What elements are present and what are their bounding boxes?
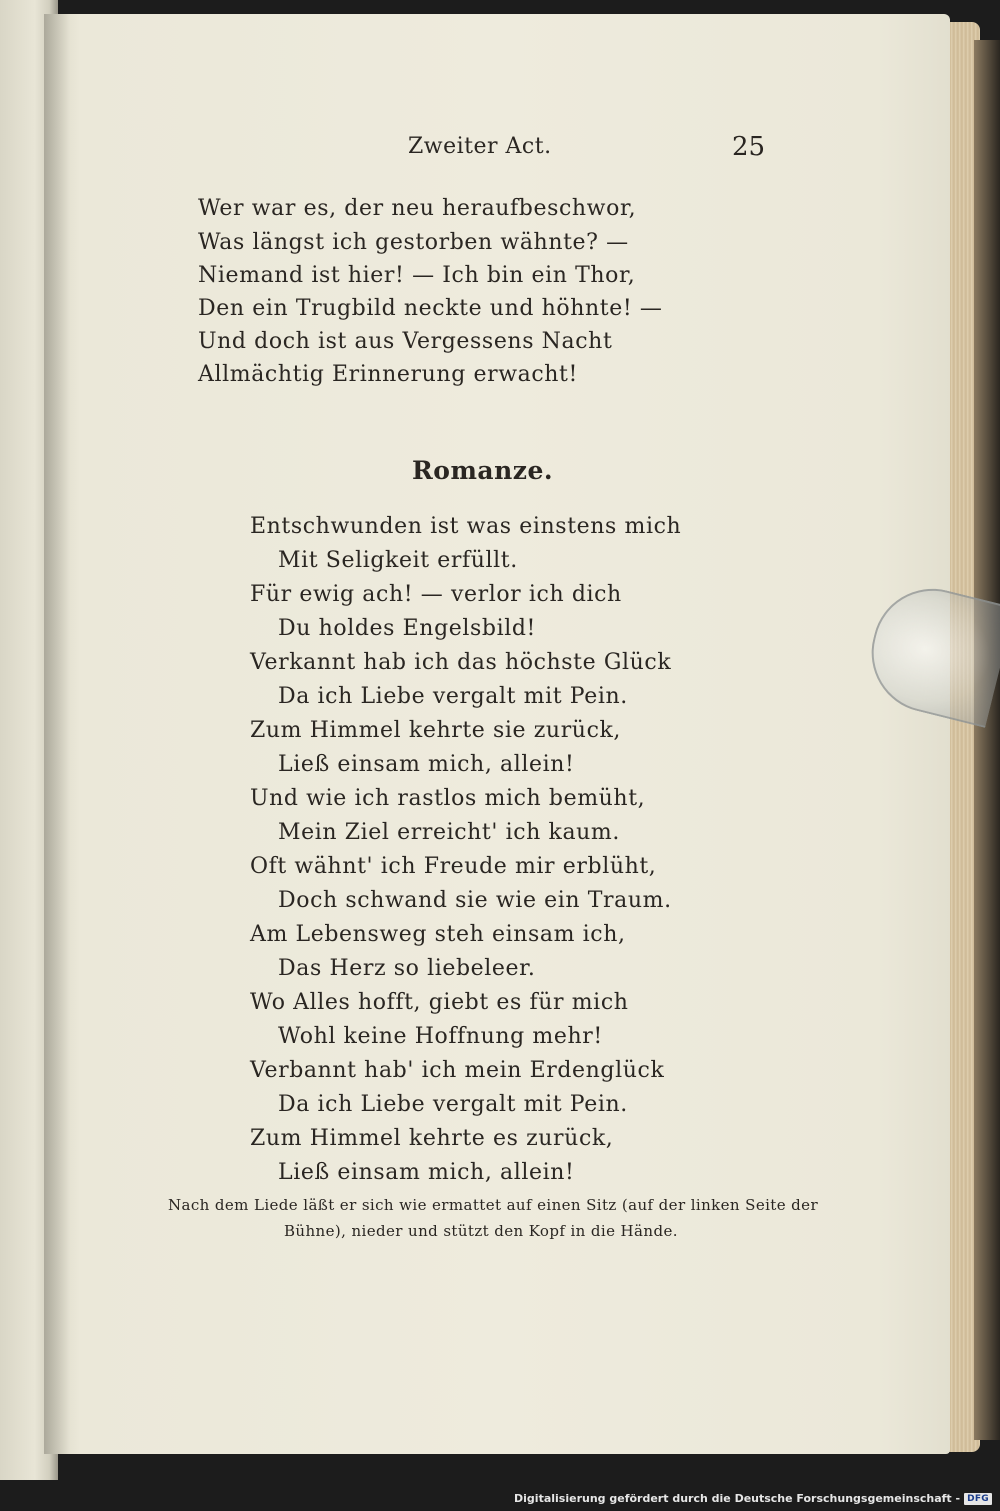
digitization-credit xyxy=(514,1492,992,1505)
credit-text: Digitalisierung gefördert durch die Deutsche Forschungsgemeinschaft - xyxy=(514,1492,961,1505)
gutter-shadow xyxy=(44,14,70,1454)
opening-verse-line: Was längst ich gestorben wähnte? — xyxy=(198,230,629,255)
book-cover-edge xyxy=(974,40,1000,1440)
romanze-line: Wo Alles hofft, giebt es für mich xyxy=(250,990,629,1015)
song-title: Romanze. xyxy=(412,456,554,485)
romanze-line: Am Lebensweg steh einsam ich, xyxy=(250,922,626,947)
romanze-line: Verkannt hab ich das höchste Glück xyxy=(250,650,672,675)
romanze-line: Ließ einsam mich, allein! xyxy=(278,752,575,777)
stage-direction-line: Nach dem Liede läßt er sich wie ermattet auf einen Sitz (auf der linken Seite der xyxy=(168,1196,819,1214)
romanze-line: Entschwunden ist was einstens mich xyxy=(250,514,682,539)
romanze-line: Du holdes Engelsbild! xyxy=(278,616,536,641)
dfg-logo: DFG xyxy=(964,1493,992,1505)
opening-verse-line: Allmächtig Erinnerung erwacht! xyxy=(198,362,578,387)
romanze-line: Wohl keine Hoffnung mehr! xyxy=(278,1024,603,1049)
page-number: 25 xyxy=(732,132,766,162)
opening-verse-line: Den ein Trugbild neckte und höhnte! — xyxy=(198,296,663,321)
romanze-line: Das Herz so liebeleer. xyxy=(278,956,536,981)
romanze-line: Für ewig ach! — verlor ich dich xyxy=(250,582,622,607)
romanze-line: Mein Ziel erreicht' ich kaum. xyxy=(278,820,620,845)
opening-verse-line: Und doch ist aus Vergessens Nacht xyxy=(198,329,613,354)
romanze-line: Und wie ich rastlos mich bemüht, xyxy=(250,786,646,811)
opening-verse-line: Niemand ist hier! — Ich bin ein Thor, xyxy=(198,263,636,288)
running-title: Zweiter Act. xyxy=(408,134,552,159)
romanze-line: Doch schwand sie wie ein Traum. xyxy=(278,888,672,913)
stage-direction-line: Bühne), nieder und stützt den Kopf in die Hände. xyxy=(284,1222,678,1240)
opening-verse-line: Wer war es, der neu heraufbeschwor, xyxy=(198,196,637,221)
romanze-line: Da ich Liebe vergalt mit Pein. xyxy=(278,684,628,709)
romanze-line: Ließ einsam mich, allein! xyxy=(278,1160,575,1185)
romanze-line: Zum Himmel kehrte sie zurück, xyxy=(250,718,622,743)
romanze-line: Zum Himmel kehrte es zurück, xyxy=(250,1126,614,1151)
romanze-line: Mit Seligkeit erfüllt. xyxy=(278,548,518,573)
romanze-line: Oft wähnt' ich Freude mir erblüht, xyxy=(250,854,657,879)
romanze-line: Verbannt hab' ich mein Erdenglück xyxy=(250,1058,665,1083)
romanze-line: Da ich Liebe vergalt mit Pein. xyxy=(278,1092,628,1117)
